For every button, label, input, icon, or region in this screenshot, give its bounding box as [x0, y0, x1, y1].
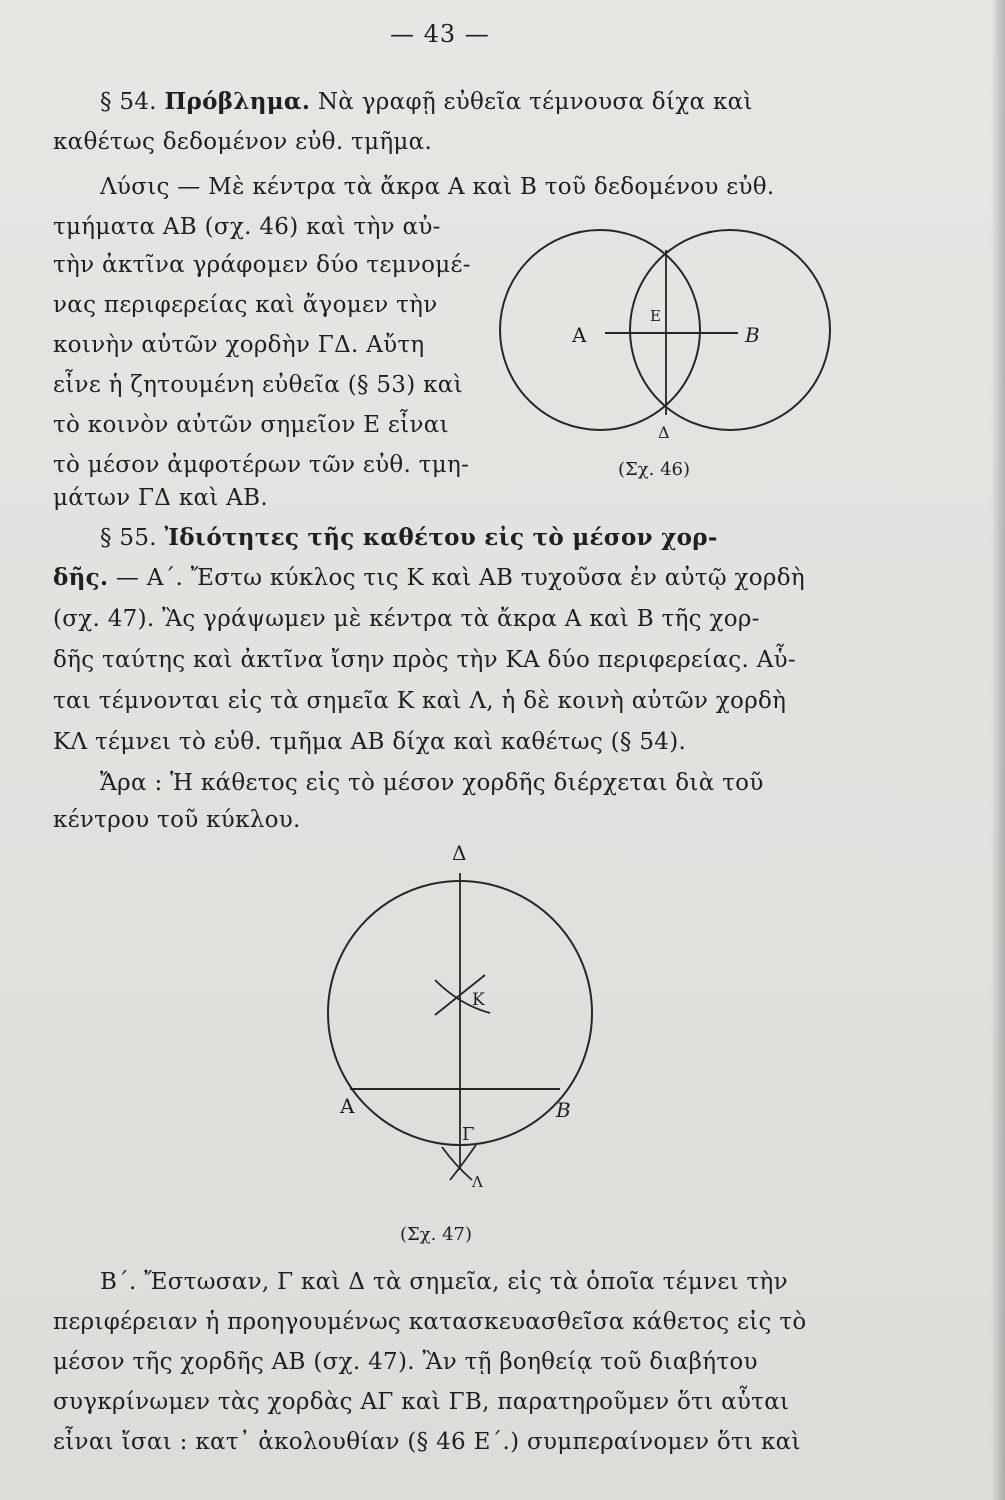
- s55-line-6: ΚΛ τέμνει τὸ εὐθ. τμῆμα ΑΒ δίχα καὶ καθέτως (§ 54).: [53, 729, 687, 755]
- s56-line-2: περιφέρειαν ἡ προηγουμένως κατασκευασθεῖσα κάθετος εἰς τὸ: [53, 1309, 807, 1335]
- s56-line-1: Β΄. Ἔστωσαν, Γ καὶ Δ τὰ σημεῖα, εἰς τὰ ὁποῖα τέμνει τὴν: [100, 1269, 788, 1295]
- fig46-label-b: Β: [745, 323, 760, 347]
- figure-47: [300, 835, 620, 1245]
- s56-line-5: εἶναι ἴσαι : κατ᾽ ἀκολουθίαν (§ 46 Ε΄.) συμπεραίνομεν ὅτι καὶ: [53, 1429, 801, 1455]
- fig47-label-l: Λ: [472, 1173, 483, 1191]
- s56-line-3: μέσον τῆς χορδῆς ΑΒ (σχ. 47). Ἂν τῇ βοηθείᾳ τοῦ διαβήτου: [53, 1349, 758, 1375]
- section-title: Πρόβλημα.: [164, 88, 311, 115]
- fig47-label-g: Γ: [462, 1124, 475, 1145]
- section-title: Ἰδιότητες τῆς καθέτου εἰς τὸ μέσον χορ-: [164, 524, 718, 551]
- s55-line-2: δῆς. — Α΄. Ἔστω κύκλος τις Κ καὶ ΑΒ τυχοῦσα ἐν αὐτῷ χορδὴ: [53, 564, 805, 591]
- page-number: — 43 —: [390, 20, 490, 48]
- s55-line-8: κέντρου τοῦ κύκλου.: [53, 807, 301, 833]
- fig46-label-e: Ε: [650, 307, 661, 325]
- s55-line-4: δῆς ταύτης καὶ ἀκτῖνα ἴσην πρὸς τὴν ΚΑ δύο περιφερείας. Αὗ-: [53, 647, 796, 673]
- s55-line-7: Ἄρα : Ἡ κάθετος εἰς τὸ μέσον χορδῆς διέρχεται διὰ τοῦ: [100, 770, 764, 796]
- s54-line-1: § 54. Πρόβλημα. Νὰ γραφῇ εὐθεῖα τέμνουσα δίχα καὶ: [100, 88, 753, 115]
- s54-line-4: τμήματα ΑΒ (σχ. 46) καὶ τὴν αὐ-: [53, 214, 441, 240]
- s54-line-3: Λύσις — Μὲ κέντρα τὰ ἄκρα Α καὶ Β τοῦ δεδομένου εὐθ.: [100, 174, 775, 200]
- s54-line-9: τὸ κοινὸν αὐτῶν σημεῖον Ε εἶναι: [53, 412, 449, 438]
- s54-line-2: καθέτως δεδομένον εὐθ. τμῆμα.: [53, 129, 433, 155]
- figure-46: [490, 225, 850, 490]
- section-number: § 55.: [100, 525, 157, 551]
- s55-line-5: ται τέμνονται εἰς τὰ σημεῖα Κ καὶ Λ, ἡ δὲ κοινὴ αὐτῶν χορδὴ: [53, 688, 787, 714]
- s54-line-8: εἶνε ἡ ζητουμένη εὐθεῖα (§ 53) καὶ: [53, 372, 463, 398]
- s54-line-10: τὸ μέσον ἀμφοτέρων τῶν εὐθ. τμη-: [53, 452, 470, 478]
- s54-line-7: κοινὴν αὐτῶν χορδὴν ΓΔ. Αὔτη: [53, 332, 425, 358]
- s54-line-5: τὴν ἀκτῖνα γράφομεν δύο τεμνομέ-: [53, 252, 471, 278]
- fig47-label-a: Α: [340, 1094, 355, 1118]
- fig46-label-d: Δ: [658, 423, 670, 442]
- fig47-label-b: Β: [556, 1098, 571, 1122]
- s55-line-1: [100, 523, 718, 553]
- fig46-label-a: Α: [572, 323, 587, 347]
- fig47-label-d: Δ: [452, 841, 467, 865]
- s56-line-4: συγκρίνωμεν τὰς χορδὰς ΑΓ καὶ ΓΒ, παρατηροῦμεν ὅτι αὗται: [53, 1389, 790, 1415]
- fig46-circle-left: [500, 230, 700, 430]
- fig46-caption: (Σχ. 46): [618, 459, 691, 480]
- fig47-caption: (Σχ. 47): [400, 1224, 473, 1245]
- fig47-label-k: Κ: [472, 990, 485, 1010]
- s54-line-6: νας περιφερείας καὶ ἄγομεν τὴν: [53, 292, 438, 318]
- section-number: § 54.: [100, 89, 157, 115]
- s54-line-11: μάτων ΓΔ καὶ ΑΒ.: [53, 485, 268, 511]
- page-edge-shadow: [991, 0, 1005, 1500]
- fig46-circle-right: [630, 230, 830, 430]
- s55-line-3: (σχ. 47). Ἂς γράψωμεν μὲ κέντρα τὰ ἄκρα Α καὶ Β τῆς χορ-: [53, 606, 760, 632]
- fig47-arc-l1: [442, 1147, 472, 1180]
